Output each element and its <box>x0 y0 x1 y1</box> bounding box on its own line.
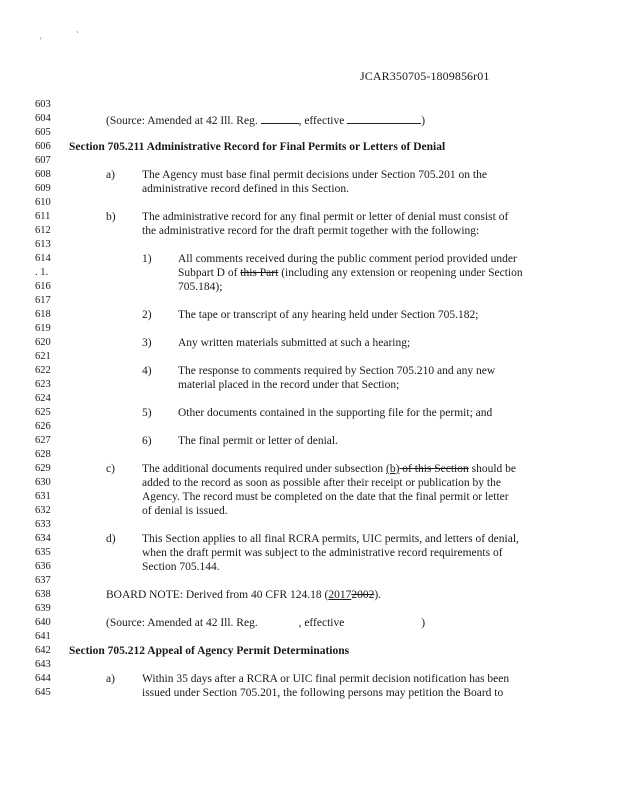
line-number: 623 <box>35 379 51 390</box>
line-number: 629 <box>35 463 51 474</box>
source-note <box>106 617 425 629</box>
text-line <box>0 645 618 659</box>
item-label: 2) <box>142 309 152 321</box>
body-text: the administrative record for the draft permit together with the following: <box>142 225 480 237</box>
text-line <box>0 561 618 575</box>
line-number: 630 <box>35 477 51 488</box>
subsection-label: d) <box>106 533 116 545</box>
subsection-label: a) <box>106 673 115 685</box>
line-number: 628 <box>35 449 51 460</box>
body-text: should be <box>468 463 517 475</box>
body-text: Agency. The record must be completed on the date that the final permit or letter <box>142 491 509 503</box>
line-number: 611 <box>35 211 51 222</box>
line-number: 620 <box>35 337 51 348</box>
text-line <box>0 225 618 239</box>
line-number: 617 <box>35 295 51 306</box>
body-text: The tape or transcript of any hearing held under Section 705.182; <box>178 309 479 321</box>
text-line <box>0 603 618 617</box>
line-number: 638 <box>35 589 51 600</box>
text-line <box>0 141 618 155</box>
line-number: 616 <box>35 281 51 292</box>
line-number: 645 <box>35 687 51 698</box>
source-note-text: , effective <box>298 617 348 629</box>
line-number: 634 <box>35 533 51 544</box>
subsection-label: a) <box>106 169 115 181</box>
body-text: Other documents contained in the supporting file for the permit; and <box>178 407 493 419</box>
line-number: 613 <box>35 239 51 250</box>
line-number: 644 <box>35 673 51 684</box>
text-line <box>0 463 618 477</box>
scan-speck: ` <box>76 30 79 40</box>
text-line <box>0 659 618 673</box>
text-line <box>0 519 618 533</box>
body-text: The response to comments required by Section 705.210 and any new <box>178 365 496 377</box>
line-number: 612 <box>35 225 51 236</box>
text-line <box>0 673 618 687</box>
text-line <box>0 337 618 351</box>
text-line <box>0 365 618 379</box>
body-text <box>178 267 523 279</box>
line-number: 632 <box>35 505 51 516</box>
document-id: JCAR350705-1809856r01 <box>360 69 490 83</box>
text-line <box>0 323 618 337</box>
line-number: 605 <box>35 127 51 138</box>
text-line <box>0 113 618 127</box>
text-line <box>0 617 618 631</box>
body-text: (including any extension or reopening under Section <box>278 267 523 279</box>
line-number: 608 <box>35 169 51 180</box>
body-text: administrative record defined in this Section. <box>142 183 349 195</box>
blank-line <box>261 113 299 124</box>
text-line <box>0 421 618 435</box>
source-note-text: ) <box>421 115 426 127</box>
item-label: 3) <box>142 337 152 349</box>
deleted-text: this Part <box>240 267 279 279</box>
board-note-text: ). <box>374 589 382 601</box>
item-label: 1) <box>142 253 152 265</box>
line-number: 604 <box>35 113 51 124</box>
inserted-text: (b) <box>386 463 400 475</box>
text-line <box>0 407 618 421</box>
line-number: 609 <box>35 183 51 194</box>
line-number: 622 <box>35 365 51 376</box>
line-number: 631 <box>35 491 51 502</box>
line-number: 621 <box>35 351 51 362</box>
body-text: The administrative record for any final permit or letter of denial must consist of <box>142 211 509 223</box>
text-line <box>0 295 618 309</box>
line-number: 643 <box>35 659 51 670</box>
board-note-text: BOARD NOTE: Derived from 40 CFR 124.18 ( <box>106 589 329 601</box>
text-line <box>0 169 618 183</box>
body-text: Section 705.144. <box>142 561 220 573</box>
line-number: 641 <box>35 631 51 642</box>
text-line <box>0 239 618 253</box>
source-note-text: (Source: Amended at 42 Ill. Reg. <box>106 617 261 629</box>
scan-speck: ' <box>40 36 42 46</box>
line-number: 610 <box>35 197 51 208</box>
text-line <box>0 533 618 547</box>
body-text: The final permit or letter of denial. <box>178 435 338 447</box>
source-note-text: , effective <box>298 115 348 127</box>
source-note <box>106 113 425 127</box>
body-text: The additional documents required under subsection <box>142 463 386 475</box>
text-line <box>0 449 618 463</box>
section-heading: Section 705.211 Administrative Record for Final Permits or Letters of Denial <box>69 141 446 153</box>
blank-line <box>347 113 421 124</box>
body-text: issued under Section 705.201, the following persons may petition the Board to <box>142 687 504 699</box>
text-line <box>0 477 618 491</box>
text-line <box>0 547 618 561</box>
section-heading: Section 705.212 Appeal of Agency Permit Determinations <box>69 645 350 657</box>
text-line <box>0 253 618 267</box>
line-number: 618 <box>35 309 51 320</box>
text-line <box>0 309 618 323</box>
text-line <box>0 379 618 393</box>
source-note-text: (Source: Amended at 42 Ill. Reg. <box>106 115 261 127</box>
body-text: Any written materials submitted at such a hearing; <box>178 337 411 349</box>
body-text <box>142 463 516 475</box>
body-text: 705.184); <box>178 281 223 293</box>
line-number: 635 <box>35 547 51 558</box>
deleted-text: 2002 <box>351 589 375 601</box>
line-number: 625 <box>35 407 51 418</box>
body-text: Within 35 days after a RCRA or UIC final permit decision notification has been <box>142 673 510 685</box>
text-line <box>0 155 618 169</box>
deleted-text: of this Section <box>399 463 469 475</box>
source-note-text: ) <box>421 617 426 629</box>
item-label: 5) <box>142 407 152 419</box>
body-text: added to the record as soon as possible after their receipt or publication by the <box>142 477 501 489</box>
board-note <box>106 589 381 601</box>
line-number: . 1. <box>35 267 49 278</box>
text-line <box>0 435 618 449</box>
line-number: 626 <box>35 421 51 432</box>
text-line <box>0 127 618 141</box>
inserted-text: 2017 <box>328 589 352 601</box>
body-text: when the draft permit was subject to the administrative record requirements of <box>142 547 503 559</box>
text-line <box>0 281 618 295</box>
body-text: All comments received during the public comment period provided under <box>178 253 517 265</box>
text-line <box>0 491 618 505</box>
text-line <box>0 267 618 281</box>
line-number: 627 <box>35 435 51 446</box>
body-text: of denial is issued. <box>142 505 228 517</box>
line-number: 636 <box>35 561 51 572</box>
text-line <box>0 351 618 365</box>
text-line <box>0 575 618 589</box>
line-number: 619 <box>35 323 51 334</box>
text-line <box>0 183 618 197</box>
line-number: 640 <box>35 617 51 628</box>
body-text: material placed in the record under that Section; <box>178 379 400 391</box>
line-number: 639 <box>35 603 51 614</box>
item-label: 6) <box>142 435 152 447</box>
line-number: 606 <box>35 141 51 152</box>
body-text: The Agency must base final permit decisions under Section 705.201 on the <box>142 169 487 181</box>
text-line <box>0 631 618 645</box>
text-line <box>0 197 618 211</box>
text-line <box>0 687 618 701</box>
line-number: 607 <box>35 155 51 166</box>
line-number: 633 <box>35 519 51 530</box>
body-text: Subpart D of <box>178 267 241 279</box>
text-line <box>0 589 618 603</box>
line-number: 614 <box>35 253 51 264</box>
subsection-label: c) <box>106 463 115 475</box>
text-line <box>0 393 618 407</box>
item-label: 4) <box>142 365 152 377</box>
text-line <box>0 505 618 519</box>
line-number: 603 <box>35 99 51 110</box>
line-number: 642 <box>35 645 51 656</box>
line-number: 624 <box>35 393 51 404</box>
subsection-label: b) <box>106 211 116 223</box>
body-text: This Section applies to all final RCRA permits, UIC permits, and letters of denial, <box>142 533 519 545</box>
text-line <box>0 99 618 113</box>
text-line <box>0 211 618 225</box>
line-number: 637 <box>35 575 51 586</box>
